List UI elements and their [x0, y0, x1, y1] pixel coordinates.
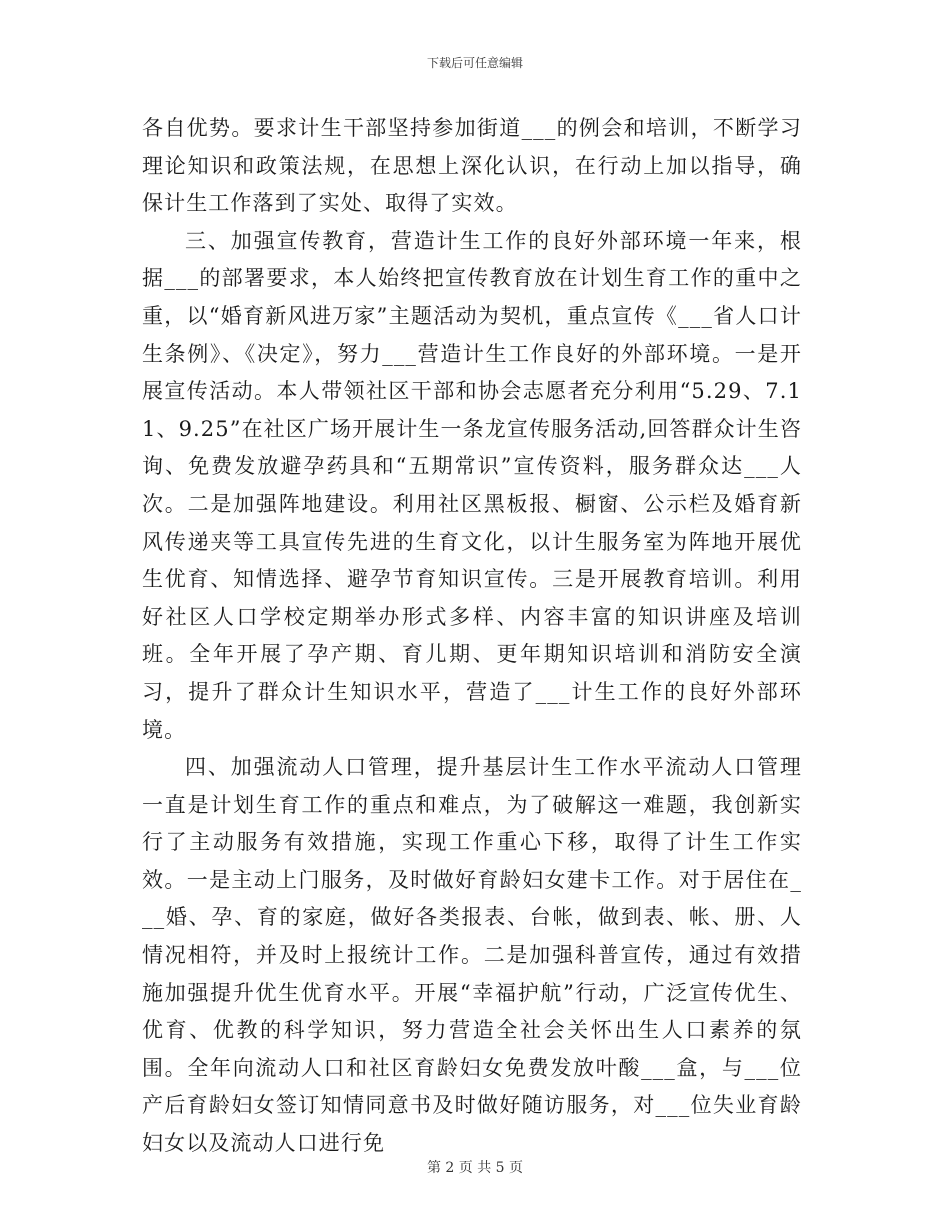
page-header-note: 下载后可任意编辑 [426, 56, 523, 70]
paragraph-publicity-education: 三、加强宣传教育，营造计生工作的良好外部环境一年来，根据___的部署要求，本人始终把宣传教育放在计划生育工作的重中之重，以“婚育新风进万家”主题活动为契机，重点宣传《___省人口计生条例》、《决定》，努力___营造计生工作良好的外部环境。一是开展宣传活动。本人带领社区干部和协会志愿者充分利用“5.29、7.11、9.25”在社区广场开展计生一条龙宣传服务活动,回答群众计生咨询、免费发放避孕药具和“五期常识”宣传资料，服务群众达___人次。二是加强阵地建设。利用社区黑板报、橱窗、公示栏及婚育新风传递夹等工具宣传先进的生育文化，以计生服务室为阵地开展优生优育、知情选择、避孕节育知识宣传。三是开展教育培训。利用好社区人口学校定期举办形式多样、内容丰富的知识讲座及培训班。全年开展了孕产期、育儿期、更年期知识培训和消防安全演习，提升了群众计生知识水平，营造了___计生工作的良好外部环境。 [142, 228, 802, 742]
document-body [142, 110, 802, 1163]
paragraph-continuation: 各自优势。要求计生干部坚持参加街道___的例会和培训，不断学习理论知识和政策法规，在思想上深化认识，在行动上加以指导，确保计生工作落到了实处、取得了实效。 [142, 116, 802, 216]
page-number: 第 2 页 共 5 页 [426, 1160, 524, 1176]
paragraph-floating-population: 四、加强流动人口管理，提升基层计生工作水平流动人口管理一直是计划生育工作的重点和难点，为了破解这一难题，我创新实行了主动服务有效措施，实现工作重心下移，取得了计生工作实效。一是主动上门服务，及时做好育龄妇女建卡工作。对于居住在___婚、孕、育的家庭，做好各类报表、台帐，做到表、帐、册、人情况相符，并及时上报统计工作。二是加强科普宣传，通过有效措施加强提升优生优育水平。开展“幸福护航”行动，广泛宣传优生、优育、优教的科学知识，努力营造全社会关怀出生人口素养的氛围。全年向流动人口和社区育龄妇女免费发放叶酸___盒，与___位产后育龄妇女签订知情同意书及时做好随访服务，对___位失业育龄妇女以及流动人口进行免 [142, 755, 802, 1156]
